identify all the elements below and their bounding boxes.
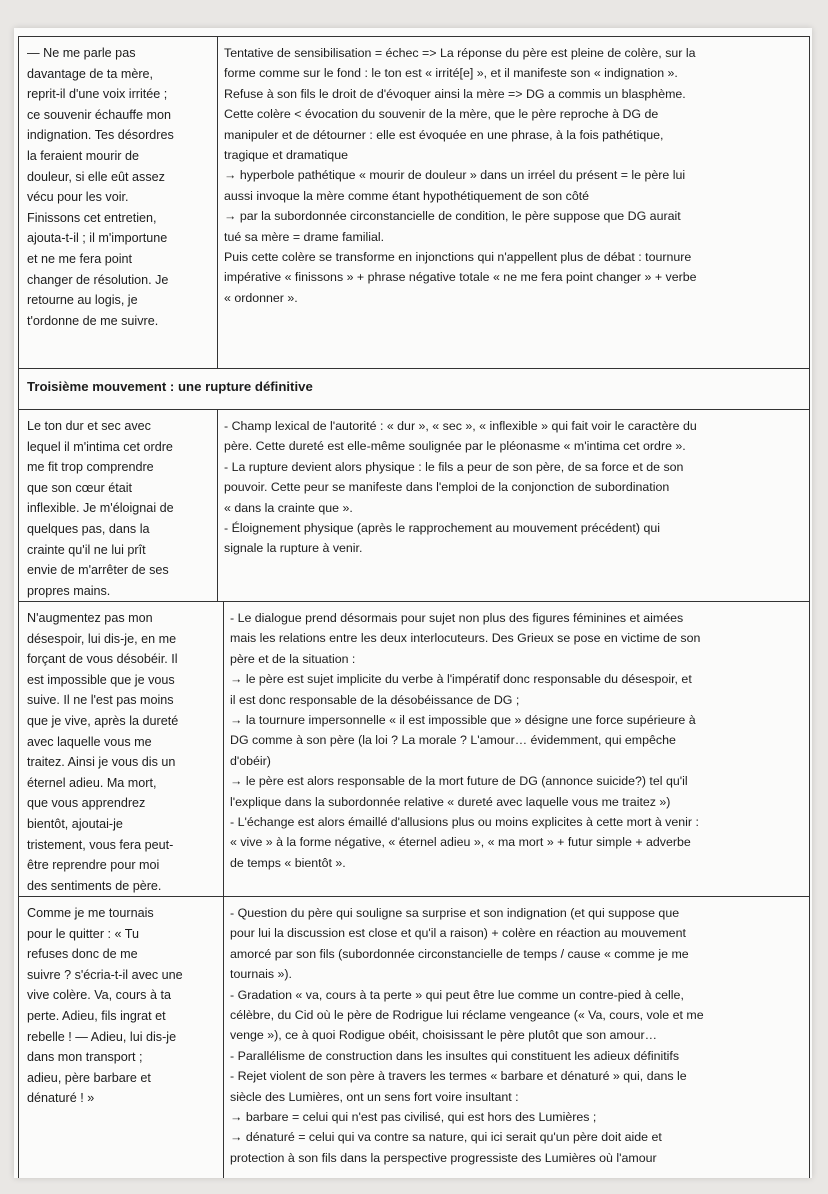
table-row: [18, 36, 810, 369]
analysis-text: - Champ lexical de l'autorité : « dur », « sec », « inflexible » qui fait voir le caractère du père. Cette dureté est elle-même soulignée par le pléonasme « m'intima cet ordre ». - La rupture devient alors physique : le fils a peur de son père, de sa force et de son pouvoir. Cette peur se manifeste dans l'emploi de la conjonction de subordination « dans la crainte que ». - Éloignement physique (après le rapprochement au mouvement précédent) qui signale la rupture à venir.: [224, 419, 697, 556]
analysis-cell: [222, 602, 809, 896]
text-excerpt: N'augmentez pas mon désespoir, lui dis-je, en me forçant de vous désobéir. Il est impossible que je vous suive. Il ne l'est pas moins que je vive, après la dureté avec laquelle vous me traitez. Ainsi je vous dis un éternel adieu. Ma mort, que vous apprendrez bientôt, ajoutai-je tristement, vous fera peut- être reprendre pour moi des sentiments de père.: [27, 611, 179, 893]
analysis-text: - Le dialogue prend désormais pour sujet non plus des figures féminines et aimées mais les relations entre les deux interlocuteurs. Des Grieux se pose en victime de son père et de la situation : → le père est sujet implicite du verbe à l'impératif donc responsable du désespoir, et il est donc responsable de la désobéissance de DG ; → la tournure impersonnelle « il est impossible que » désigne une force supérieure à DG comme à son père (la loi ? La morale ? L'amour… évidemment, qui empêche d'obéir) → le père est alors responsable de la mort future de DG (annonce suicide?) tel qu'il l'explique dans la subordonnée relative « dureté avec laquelle vous me traitez ») - L'échange est alors émaillé d'allusions plus ou moins explicites à cette mort à venir : « vive » à la forme négative, « éternel adieu », « ma mort » + futur simple + adverbe de temps « bientôt ».: [230, 611, 701, 870]
text-excerpt-cell: [19, 37, 218, 368]
text-excerpt: — Ne me parle pas davantage de ta mère, reprit-il d'une voix irritée ; ce souvenir échauffe mon indignation. Tes désordres la feraient mourir de douleur, si elle eût assez vécu pour les voir. Finissons cet entretien, ajouta-t-il ; il m'importune et ne me fera point changer de résolution. Je retourne au logis, je t'ordonne de me suivre.: [27, 46, 174, 328]
text-excerpt-cell: [19, 410, 218, 601]
section-title-row: [18, 368, 810, 410]
text-excerpt-cell: [19, 897, 224, 1178]
section-title: Troisième mouvement : une rupture définitive: [27, 379, 313, 394]
table-row: [18, 896, 810, 1178]
table-row: [18, 409, 810, 602]
table-row: [18, 601, 810, 897]
analysis-cell: [216, 37, 809, 368]
analysis-text: - Question du père qui souligne sa surprise et son indignation (et qui suppose que pour lui la discussion est close et qu'il a raison) + colère en réaction au mouvement amorcé par son fils (subordonnée circonstancielle de temps / cause « comme je me tournais »). - Gradation « va, cours à ta perte » qui peut être lue comme un contre-pied à celle, célèbre, du Cid où le père de Rodrigue lui réclame vengeance (« Va, cours, vole et me venge »), ce à quoi Rodigue obéit, choisissant le père plutôt que son amour… - Parallélisme de construction dans les insultes qui constituent les adieux définitifs - Rejet violent de son père à travers les termes « barbare et dénaturé » qui, dans le siècle des Lumières, ont un sens fort voire insultant : → barbare = celui qui n'est pas civilisé, qui est hors des Lumières ; → dénaturé = celui qui va contre sa nature, qui ici serait qu'un père doit aide et protection à son fils dans la perspective progressiste des Lumières où l'amour: [230, 906, 704, 1165]
analysis-cell: [216, 410, 809, 601]
text-excerpt-cell: [19, 602, 224, 896]
analysis-cell: [222, 897, 809, 1178]
analysis-text: Tentative de sensibilisation = échec => La réponse du père est pleine de colère, sur la forme comme sur le fond : le ton est « irrité[e] », et il manifeste son « indignation ». Refuse à son fils le droit de d'évoquer ainsi la mère => DG a commis un blasphème. Cette colère < évocation du souvenir de la mère, que le père reproche à DG de manipuler et de détourner : elle est évoquée en une phrase, à la fois pathétique, tragique et dramatique → hyperbole pathétique « mourir de douleur » dans un irréel du présent = le père lui aussi invoque la mère comme étant hypothétiquement de son côté → par la subordonnée circonstancielle de condition, le père suppose que DG aurait tué sa mère = drame familial. Puis cette colère se transforme en injonctions qui n'appellent plus de débat : tournure impérative « finissons » + phrase négative totale « ne me fera point changer » + verbe « ordonner ».: [224, 46, 697, 305]
text-excerpt: Le ton dur et sec avec lequel il m'intima cet ordre me fit trop comprendre que son cœur était inflexible. Je m'éloignai de quelques pas, dans la crainte qu'il ne lui prît envie de m'arrêter de ses propres mains.: [27, 419, 174, 598]
text-excerpt: Comme je me tournais pour le quitter : « Tu refuses donc de me suivre ? s'écria-t-il avec une vive colère. Va, cours à ta perte. Adieu, fils ingrat et rebelle ! — Adieu, lui dis-je dans mon transport ; adieu, père barbare et dénaturé ! »: [27, 906, 183, 1106]
notes-page: [14, 28, 812, 1178]
